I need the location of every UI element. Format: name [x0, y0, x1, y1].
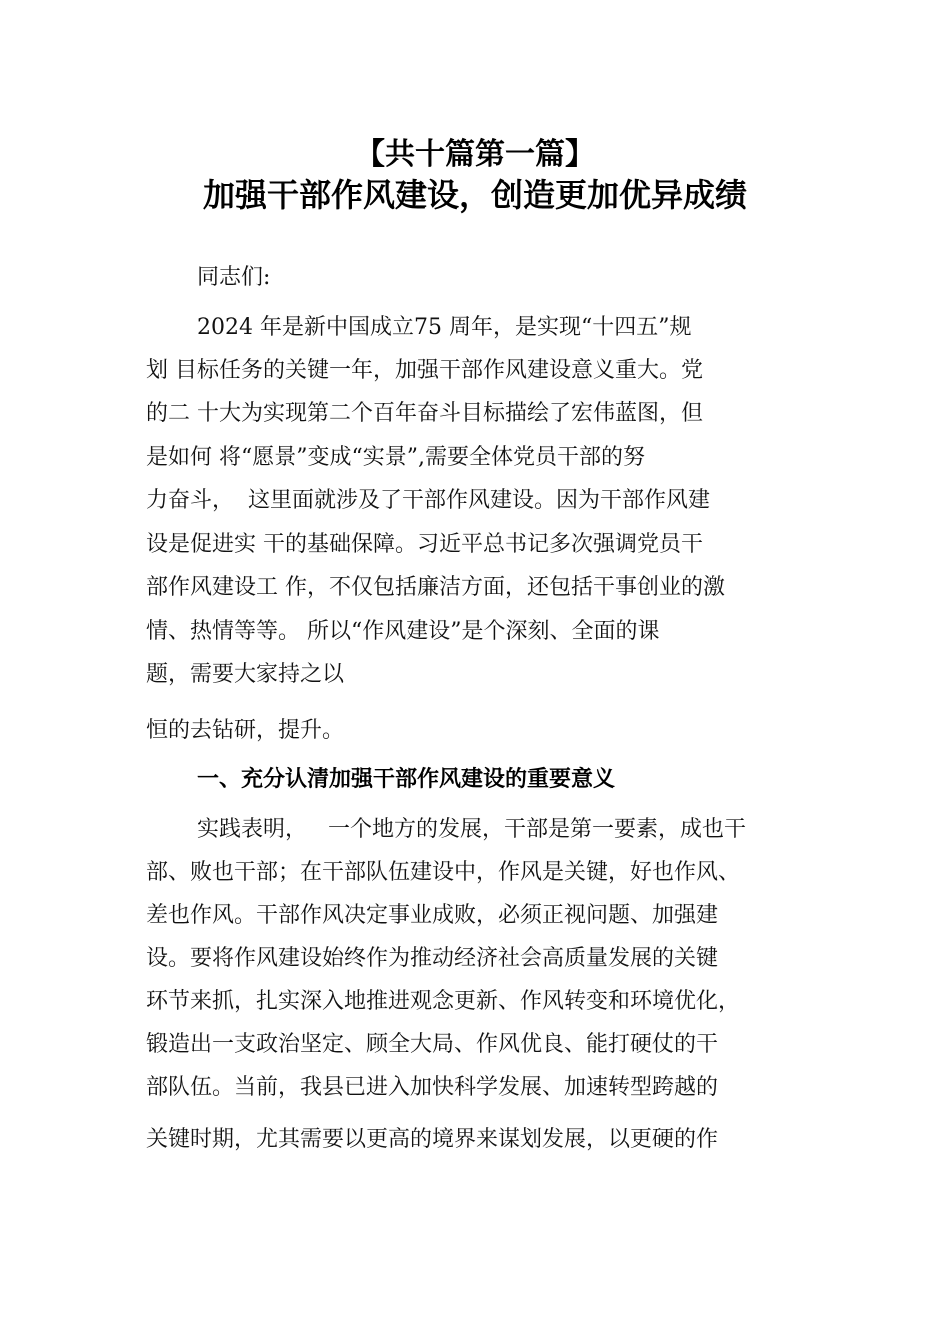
paragraph-line: 力奋斗， 这里面就涉及了干部作风建设。因为干部作风建: [146, 488, 710, 513]
section-heading: 一、充分认清加强干部作风建设的重要意义: [197, 767, 616, 792]
paragraph-line: 设。要将作风建设始终作为推动经济社会高质量发展的关键: [146, 946, 719, 971]
paragraph-line: 题，需要大家持之以: [146, 662, 345, 687]
paragraph-line: 部作风建设工 作，不仅包括廉洁方面，还包括干事创业的激: [146, 575, 725, 600]
paragraph-line: 锻造出一支政治坚定、顾全大局、作风优良、能打硬仗的干: [146, 1032, 719, 1057]
paragraph-line: 划 目标任务的关键一年，加强干部作风建设意义重大。党: [146, 358, 703, 383]
paragraph-line: 是如何 将“愿景”变成“实景”,需要全体党员干部的努: [146, 445, 645, 470]
salutation: 同志们:: [197, 265, 271, 290]
paragraph-line: 实践表明， 一个地方的发展，干部是第一要素，成也干: [197, 817, 746, 842]
paragraph-line: 2024 年是新中国成立75 周年，是实现“十四五”规: [197, 315, 692, 340]
paragraph-line: 环节来抓，扎实深入地推进观念更新、作风转变和环境优化，: [146, 989, 741, 1014]
paragraph-line: 部、败也干部；在干部队伍建设中，作风是关键，好也作风、: [146, 860, 741, 885]
paragraph-line: 差也作风。干部作风决定事业成败，必须正视问题、加强建: [146, 903, 719, 928]
paragraph-line: 情、热情等等。 所以“作风建设”是个深刻、全面的课: [146, 619, 660, 644]
document-main-title: 加强干部作风建设，创造更加优异成绩: [202, 176, 747, 214]
document-series-title: 【共十篇第一篇】: [355, 137, 595, 172]
paragraph-line: 部队伍。当前，我县已进入加快科学发展、加速转型跨越的: [146, 1075, 719, 1100]
paragraph-line: 关键时期，尤其需要以更高的境界来谋划发展，以更硬的作: [146, 1127, 719, 1152]
paragraph-line: 设是促进实 干的基础保障。习近平总书记多次强调党员干: [146, 532, 703, 557]
paragraph-line: 恒的去钻研，提升。: [146, 718, 345, 743]
paragraph-line: 的二 十大为实现第二个百年奋斗目标描绘了宏伟蓝图，但: [146, 401, 703, 426]
